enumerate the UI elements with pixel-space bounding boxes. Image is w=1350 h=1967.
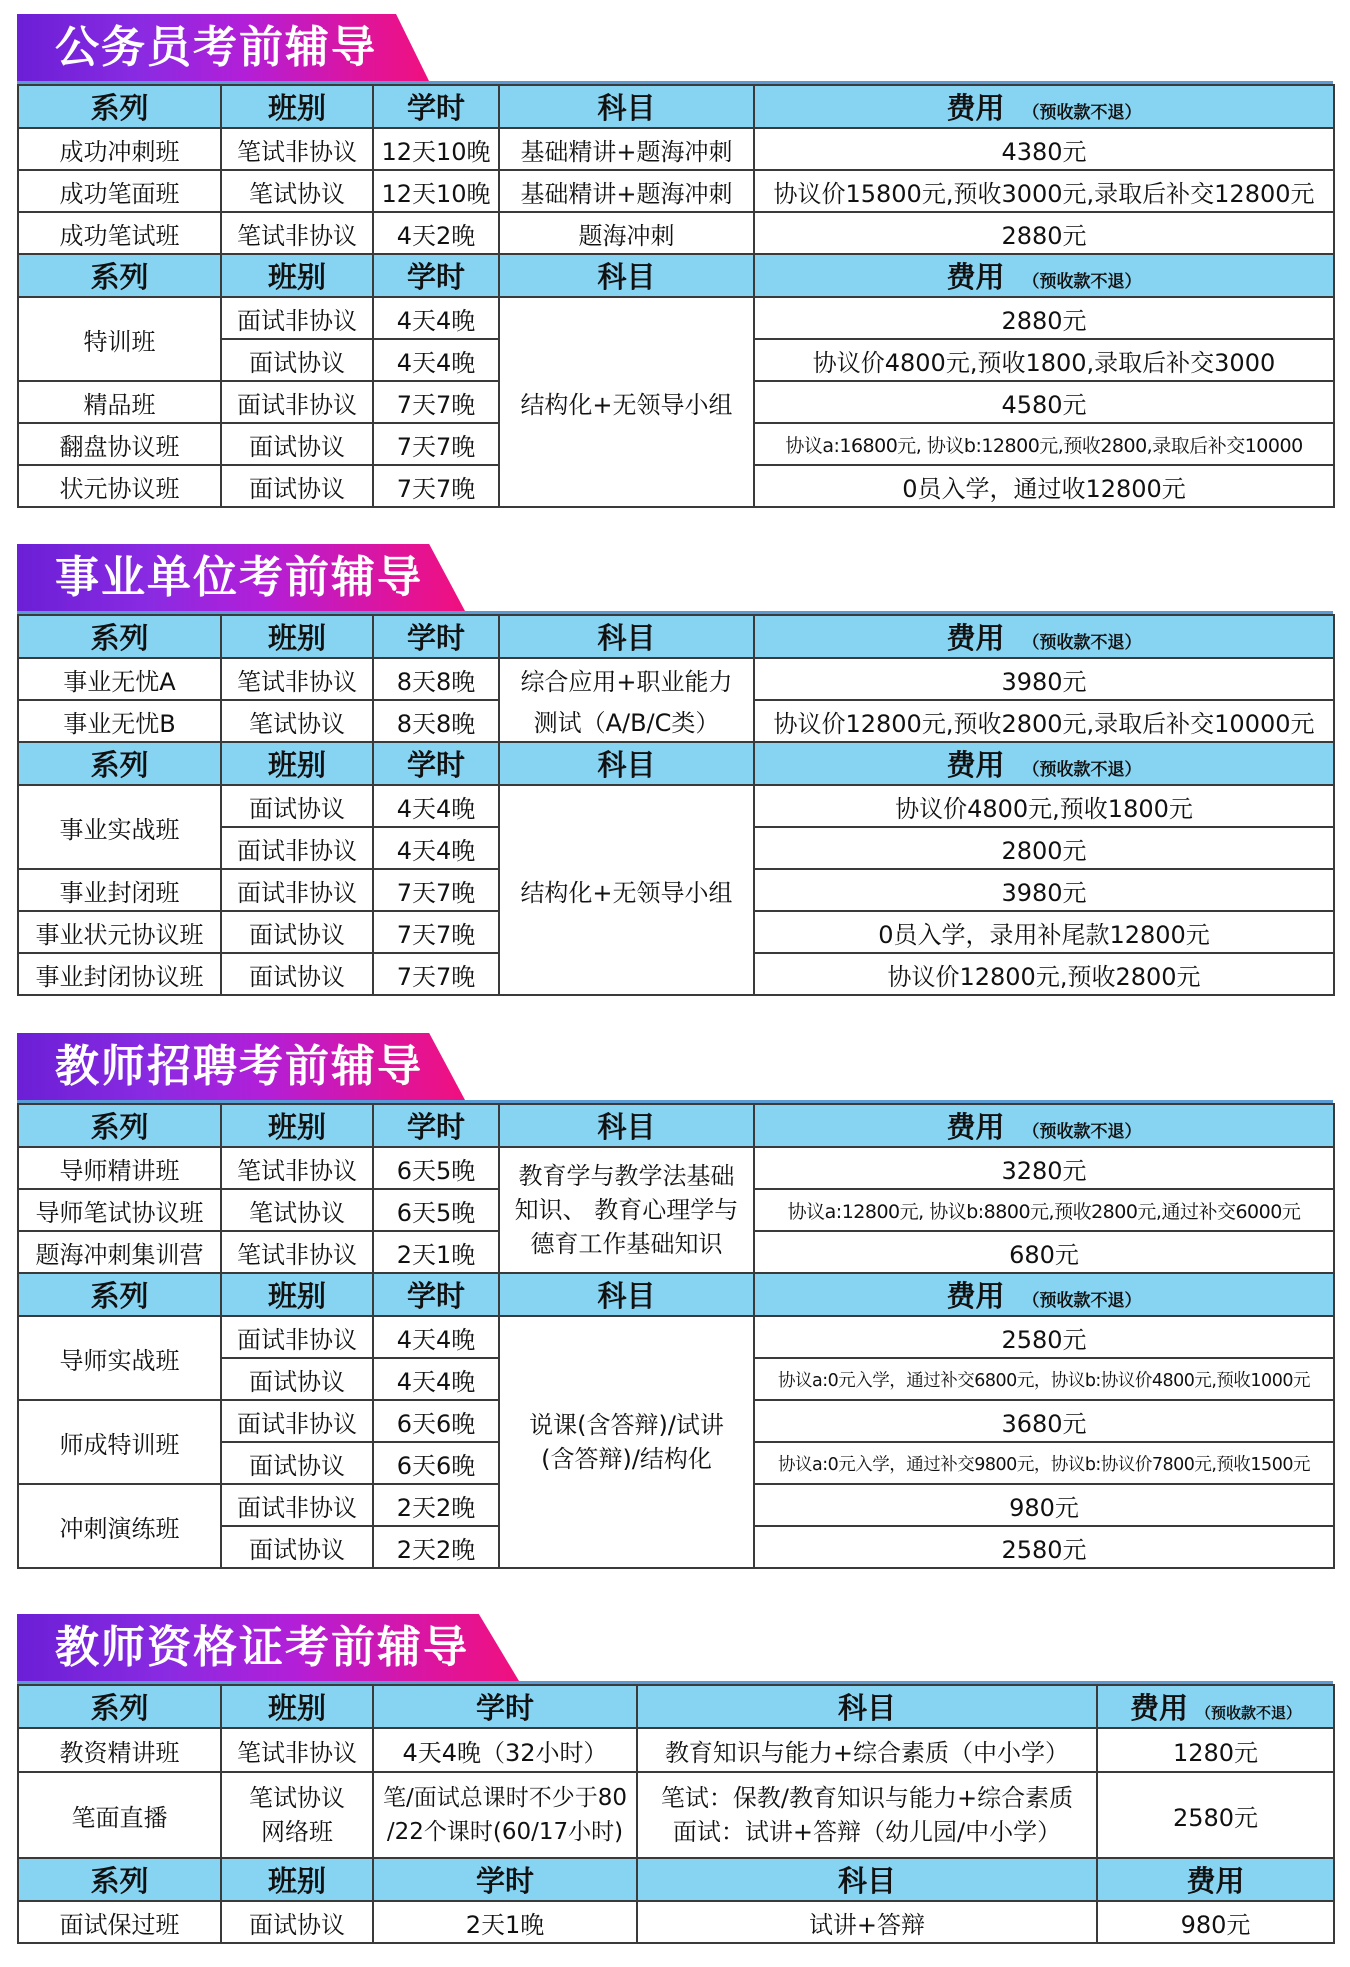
cell-hours: 4天2晚 [373, 212, 499, 254]
cell-series: 导师笔试协议班 [18, 1189, 221, 1231]
banner-underline [17, 81, 1333, 84]
cell-class: 面试非协议 [221, 1400, 373, 1442]
header-fee-label: 费用 [946, 260, 1005, 294]
cell-series: 师成特训班 [18, 1400, 221, 1484]
banner-underline [17, 1681, 1333, 1684]
cell-class [221, 1772, 373, 1858]
header-fee-note: （预收款不退） [1022, 1122, 1142, 1142]
table-row [18, 1772, 1334, 1858]
cell-fee: 980元 [1097, 1901, 1334, 1943]
cell-series: 翻盘协议班 [18, 423, 221, 465]
header-series: 系列 [18, 742, 221, 785]
cell-fee: 2800元 [754, 827, 1334, 869]
table-header-row [18, 85, 1334, 128]
section-title: 公务员考前辅导 [55, 22, 377, 73]
header-fee: 费用 [1097, 1858, 1334, 1901]
cell-fee: 2580元 [1097, 1772, 1334, 1858]
header-series: 系列 [18, 1685, 221, 1728]
cell-series: 特训班 [18, 297, 221, 381]
header-fee-note: （预收款不退） [1022, 103, 1142, 123]
header-fee [754, 85, 1334, 128]
header-hours: 学时 [373, 254, 499, 297]
cell-fee: 0员入学，录用补尾款12800元 [754, 911, 1334, 953]
header-fee-label: 费用 [946, 91, 1005, 125]
cell-fee: 协议价12800元,预收2800元,录取后补交10000元 [754, 700, 1334, 742]
cell-subject: 基础精讲+题海冲刺 [499, 170, 754, 212]
cell-subject [637, 1772, 1097, 1858]
cell-fee: 协议a:0元入学，通过补交9800元，协议b:协议价7800元,预收1500元 [754, 1442, 1334, 1484]
header-class: 班别 [221, 1685, 373, 1728]
cell-fee: 协议价12800元,预收2800元 [754, 953, 1334, 995]
cell-series: 冲刺演练班 [18, 1484, 221, 1568]
banner-underline [17, 611, 1333, 614]
cell-class: 面试协议 [221, 1442, 373, 1484]
cell-class: 笔试协议 [221, 170, 373, 212]
cell-class: 面试协议 [221, 953, 373, 995]
subject-line: 教育学与教学法基础 [518, 1162, 735, 1190]
header-series: 系列 [18, 1273, 221, 1316]
header-hours: 学时 [373, 742, 499, 785]
header-fee-label: 费用 [946, 1279, 1005, 1313]
header-series: 系列 [18, 1858, 221, 1901]
cell-hours [373, 1772, 637, 1858]
header-fee-label: 费用 [946, 748, 1005, 782]
cell-fee: 协议价4800元,预收1800,录取后补交3000 [754, 339, 1334, 381]
subject-line: 知识、 教育心理学与 [514, 1196, 739, 1224]
cell-series: 事业无忧B [18, 700, 221, 742]
header-subject: 科目 [499, 1104, 754, 1147]
cell-subject: 试讲+答辩 [637, 1901, 1097, 1943]
table-header-row [18, 615, 1334, 658]
cell-class: 笔试非协议 [221, 658, 373, 700]
cell-hours: 4天4晚 [373, 1358, 499, 1400]
cell-fee: 1280元 [1097, 1728, 1334, 1772]
cell-fee: 协议价15800元,预收3000元,录取后补交12800元 [754, 170, 1334, 212]
table-row [18, 128, 1334, 170]
cell-hours: 12天10晚 [373, 128, 499, 170]
header-subject: 科目 [499, 85, 754, 128]
cell-hours: 7天7晚 [373, 911, 499, 953]
cell-hours: 7天7晚 [373, 953, 499, 995]
table-header-row [18, 1685, 1334, 1728]
cell-series: 事业状元协议班 [18, 911, 221, 953]
table-header-row [18, 1273, 1334, 1316]
cell-hours: 2天1晚 [373, 1901, 637, 1943]
header-fee [754, 1273, 1334, 1316]
subject-line: 德育工作基础知识 [530, 1230, 723, 1258]
cell-class: 笔试非协议 [221, 128, 373, 170]
cell-subject: 结构化+无领导小组 [499, 785, 754, 995]
header-fee [1097, 1685, 1334, 1728]
cell-series: 成功笔面班 [18, 170, 221, 212]
cell-class: 面试非协议 [221, 297, 373, 339]
subject-line: (含答辩)/结构化 [541, 1445, 712, 1473]
header-subject: 科目 [499, 742, 754, 785]
cell-hours: 4天4晚 [373, 297, 499, 339]
cell-class: 笔试协议 [221, 700, 373, 742]
cell-fee: 980元 [754, 1484, 1334, 1526]
cell-series: 事业封闭班 [18, 869, 221, 911]
cell-fee: 0员入学，通过收12800元 [754, 465, 1334, 507]
header-class: 班别 [221, 254, 373, 297]
table-row [18, 212, 1334, 254]
cell-fee: 协议a:12800元, 协议b:8800元,预收2800元,通过补交6000元 [754, 1189, 1334, 1231]
subject-line: 笔试：保教/教育知识与能力+综合素质 [660, 1784, 1074, 1812]
header-class: 班别 [221, 85, 373, 128]
cell-hours: 6天5晚 [373, 1147, 499, 1189]
header-hours: 学时 [373, 1858, 637, 1901]
teacher-recruitment-table [17, 1103, 1335, 1569]
section-title: 教师资格证考前辅导 [55, 1622, 469, 1673]
subject-line: 说课(含答辩)/试讲 [529, 1411, 724, 1439]
header-fee-label: 费用 [946, 621, 1005, 655]
cell-hours: 6天6晚 [373, 1442, 499, 1484]
section-banner [17, 1614, 1333, 1681]
section-title: 事业单位考前辅导 [55, 552, 423, 603]
cell-class: 面试协议 [221, 1526, 373, 1568]
cell-fee: 3680元 [754, 1400, 1334, 1442]
cell-hours: 8天8晚 [373, 700, 499, 742]
cell-series: 事业实战班 [18, 785, 221, 869]
header-class: 班别 [221, 1858, 373, 1901]
header-fee [754, 254, 1334, 297]
table-row [18, 1728, 1334, 1772]
cell-class: 面试协议 [221, 1901, 373, 1943]
header-fee-note: （预收款不退） [1022, 1291, 1142, 1311]
cell-series: 教资精讲班 [18, 1728, 221, 1772]
cell-fee: 680元 [754, 1231, 1334, 1273]
cell-hours: 4天4晚 [373, 339, 499, 381]
cell-class: 笔试非协议 [221, 212, 373, 254]
header-series: 系列 [18, 1104, 221, 1147]
header-subject: 科目 [637, 1858, 1097, 1901]
cell-hours: 7天7晚 [373, 423, 499, 465]
cell-class: 面试协议 [221, 911, 373, 953]
cell-fee: 2580元 [754, 1316, 1334, 1358]
cell-class: 面试协议 [221, 339, 373, 381]
cell-hours: 6天5晚 [373, 1189, 499, 1231]
header-class: 班别 [221, 615, 373, 658]
table-row [18, 658, 1334, 700]
cell-hours: 8天8晚 [373, 658, 499, 700]
cell-class: 面试非协议 [221, 869, 373, 911]
table-header-row [18, 1858, 1334, 1901]
cell-fee: 4380元 [754, 128, 1334, 170]
cell-series: 事业封闭协议班 [18, 953, 221, 995]
cell-class: 面试协议 [221, 465, 373, 507]
table-row [18, 1316, 1334, 1358]
cell-subject: 测试（A/B/C类） [499, 700, 754, 742]
cell-subject [499, 1147, 754, 1273]
civil-servant-table [17, 84, 1335, 508]
cell-series: 成功冲刺班 [18, 128, 221, 170]
section-banner [17, 14, 1333, 81]
banner-underline [17, 1100, 1333, 1103]
cell-class: 面试非协议 [221, 1484, 373, 1526]
section-teacher-certificate [17, 1614, 1333, 1944]
cell-subject: 题海冲刺 [499, 212, 754, 254]
cell-class: 笔试非协议 [221, 1147, 373, 1189]
table-row [18, 785, 1334, 827]
section-teacher-recruitment [17, 1033, 1333, 1569]
header-hours: 学时 [373, 1104, 499, 1147]
cell-hours: 2天2晚 [373, 1484, 499, 1526]
cell-fee: 3980元 [754, 869, 1334, 911]
cell-series: 成功笔试班 [18, 212, 221, 254]
cell-class: 面试非协议 [221, 827, 373, 869]
cell-hours: 4天4晚 [373, 827, 499, 869]
cell-hours: 7天7晚 [373, 869, 499, 911]
hours-line: 笔/面试总课时不少于80 [382, 1785, 627, 1811]
cell-class: 面试协议 [221, 1358, 373, 1400]
cell-fee: 3980元 [754, 658, 1334, 700]
cell-fee: 2880元 [754, 297, 1334, 339]
cell-series: 状元协议班 [18, 465, 221, 507]
table-row [18, 170, 1334, 212]
class-line: 网络班 [261, 1818, 333, 1846]
cell-fee: 协议a:16800元, 协议b:12800元,预收2800,录取后补交10000 [754, 423, 1334, 465]
cell-hours: 12天10晚 [373, 170, 499, 212]
header-hours: 学时 [373, 1273, 499, 1316]
section-banner [17, 544, 1333, 611]
header-fee [754, 1104, 1334, 1147]
header-class: 班别 [221, 1104, 373, 1147]
header-series: 系列 [18, 254, 221, 297]
header-fee-note: （预收款不退） [1196, 1704, 1302, 1722]
header-fee-note: （预收款不退） [1022, 633, 1142, 653]
table-header-row [18, 254, 1334, 297]
cell-subject: 综合应用+职业能力 [499, 658, 754, 700]
cell-hours: 2天2晚 [373, 1526, 499, 1568]
cell-hours: 6天6晚 [373, 1400, 499, 1442]
header-hours: 学时 [373, 1685, 637, 1728]
cell-hours: 4天4晚 [373, 1316, 499, 1358]
cell-series: 导师实战班 [18, 1316, 221, 1400]
header-class: 班别 [221, 742, 373, 785]
header-fee-note: （预收款不退） [1022, 760, 1142, 780]
cell-hours: 2天1晚 [373, 1231, 499, 1273]
cell-fee: 2880元 [754, 212, 1334, 254]
cell-subject: 结构化+无领导小组 [499, 297, 754, 507]
cell-hours: 7天7晚 [373, 465, 499, 507]
cell-series: 事业无忧A [18, 658, 221, 700]
header-subject: 科目 [499, 615, 754, 658]
header-hours: 学时 [373, 615, 499, 658]
cell-fee: 4580元 [754, 381, 1334, 423]
cell-series: 题海冲刺集训营 [18, 1231, 221, 1273]
cell-series: 精品班 [18, 381, 221, 423]
header-series: 系列 [18, 85, 221, 128]
class-line: 笔试协议 [249, 1784, 345, 1812]
cell-fee: 协议价4800元,预收1800元 [754, 785, 1334, 827]
header-fee-label: 费用 [946, 1110, 1005, 1144]
cell-series: 导师精讲班 [18, 1147, 221, 1189]
cell-class: 笔试协议 [221, 1189, 373, 1231]
section-title: 教师招聘考前辅导 [55, 1041, 423, 1092]
cell-hours: 4天4晚（32小时） [373, 1728, 637, 1772]
cell-hours: 7天7晚 [373, 381, 499, 423]
cell-subject: 教育知识与能力+综合素质（中小学） [637, 1728, 1097, 1772]
cell-fee: 2580元 [754, 1526, 1334, 1568]
section-public-institution [17, 544, 1333, 996]
table-header-row [18, 1104, 1334, 1147]
table-row [18, 1147, 1334, 1189]
cell-subject [499, 1316, 754, 1568]
cell-subject: 基础精讲+题海冲刺 [499, 128, 754, 170]
teacher-certificate-table [17, 1684, 1335, 1944]
table-row [18, 700, 1334, 742]
header-fee-note: （预收款不退） [1022, 272, 1142, 292]
cell-class: 面试协议 [221, 423, 373, 465]
header-fee [754, 742, 1334, 785]
subject-line: 面试：试讲+答辩（幼儿园/中小学） [672, 1818, 1062, 1846]
header-hours: 学时 [373, 85, 499, 128]
header-subject: 科目 [499, 1273, 754, 1316]
cell-fee: 3280元 [754, 1147, 1334, 1189]
header-class: 班别 [221, 1273, 373, 1316]
cell-class: 面试非协议 [221, 1316, 373, 1358]
table-header-row [18, 742, 1334, 785]
header-subject: 科目 [637, 1685, 1097, 1728]
cell-class: 面试非协议 [221, 381, 373, 423]
cell-series: 面试保过班 [18, 1901, 221, 1943]
cell-class: 面试协议 [221, 785, 373, 827]
table-row [18, 297, 1334, 339]
section-banner [17, 1033, 1333, 1100]
header-series: 系列 [18, 615, 221, 658]
cell-hours: 4天4晚 [373, 785, 499, 827]
cell-series: 笔面直播 [18, 1772, 221, 1858]
header-fee-label: 费用 [1129, 1691, 1188, 1725]
cell-fee: 协议a:0元入学，通过补交6800元，协议b:协议价4800元,预收1000元 [754, 1358, 1334, 1400]
hours-line: /22个课时(60/17小时) [386, 1819, 624, 1845]
header-subject: 科目 [499, 254, 754, 297]
cell-class: 笔试非协议 [221, 1231, 373, 1273]
public-institution-table [17, 614, 1335, 996]
section-civil-servant [17, 14, 1333, 508]
table-row [18, 1901, 1334, 1943]
header-fee [754, 615, 1334, 658]
cell-class: 笔试非协议 [221, 1728, 373, 1772]
